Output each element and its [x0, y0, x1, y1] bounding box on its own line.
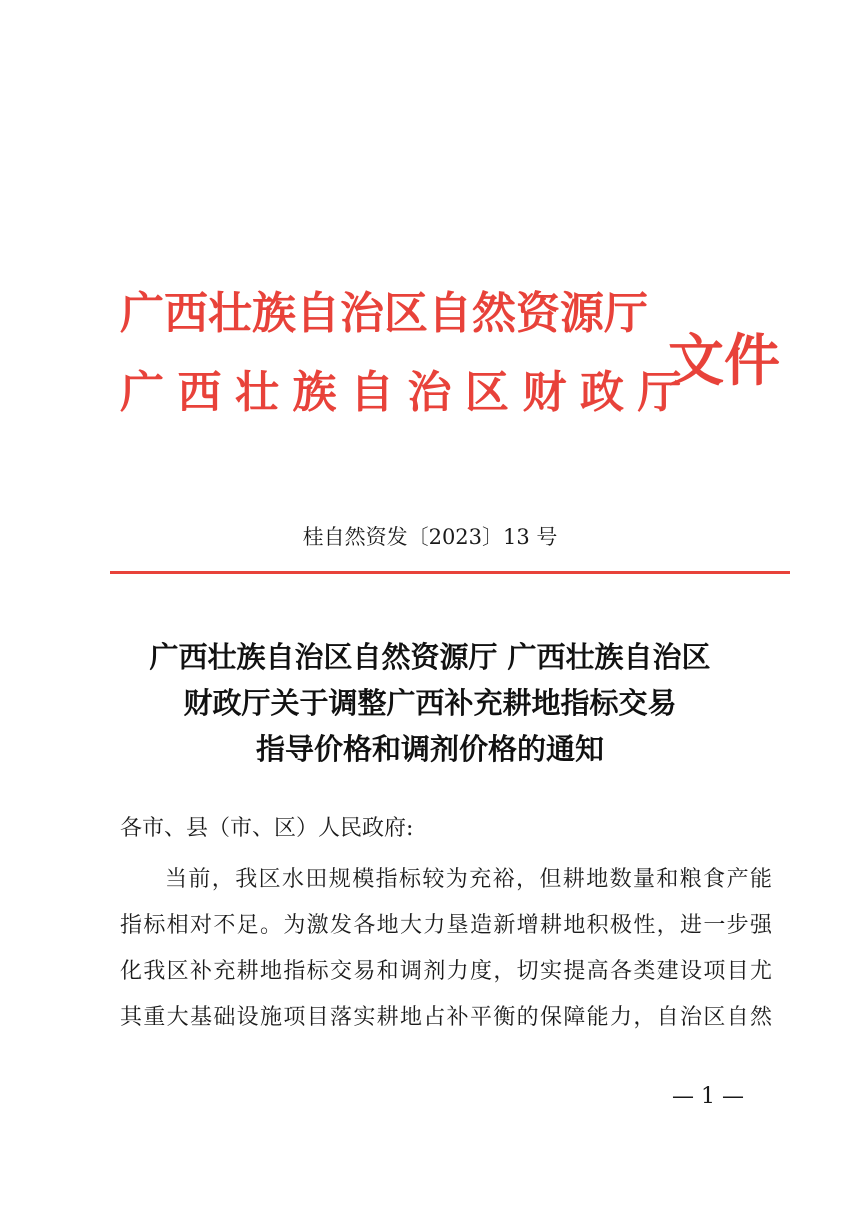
document-title-line-2: 财政厅关于调整广西补充耕地指标交易 [183, 686, 677, 720]
issuer-line-2: 广西壮族自治区财政厅 [120, 367, 695, 418]
issuer-line-1: 广西壮族自治区自然资源厅 [120, 288, 648, 339]
body-text-line: 其重大基础设施项目落实耕地占补平衡的保障能力，自治区自然 [120, 1005, 772, 1030]
body-text-line: 当前，我区水田规模指标较为充裕，但耕地数量和粮食产能 [165, 867, 772, 892]
body-text-line: 化我区补充耕地指标交易和调剂力度，切实提高各类建设项目尤 [120, 959, 772, 984]
document-type-label: 文件 [668, 329, 780, 394]
body-text-line: 指标相对不足。为激发各地大力垦造新增耕地积极性，进一步强 [120, 913, 772, 938]
salutation: 各市、县（市、区）人民政府: [120, 816, 414, 841]
red-divider-line [110, 571, 790, 574]
document-title-line-3: 指导价格和调剂价格的通知 [255, 732, 604, 766]
document-number: 桂自然资发〔2023〕13 号 [302, 525, 558, 549]
page-number: — 1 — [672, 1084, 744, 1109]
document-title-line-1: 广西壮族自治区自然资源厅 广西壮族自治区 [149, 640, 711, 674]
